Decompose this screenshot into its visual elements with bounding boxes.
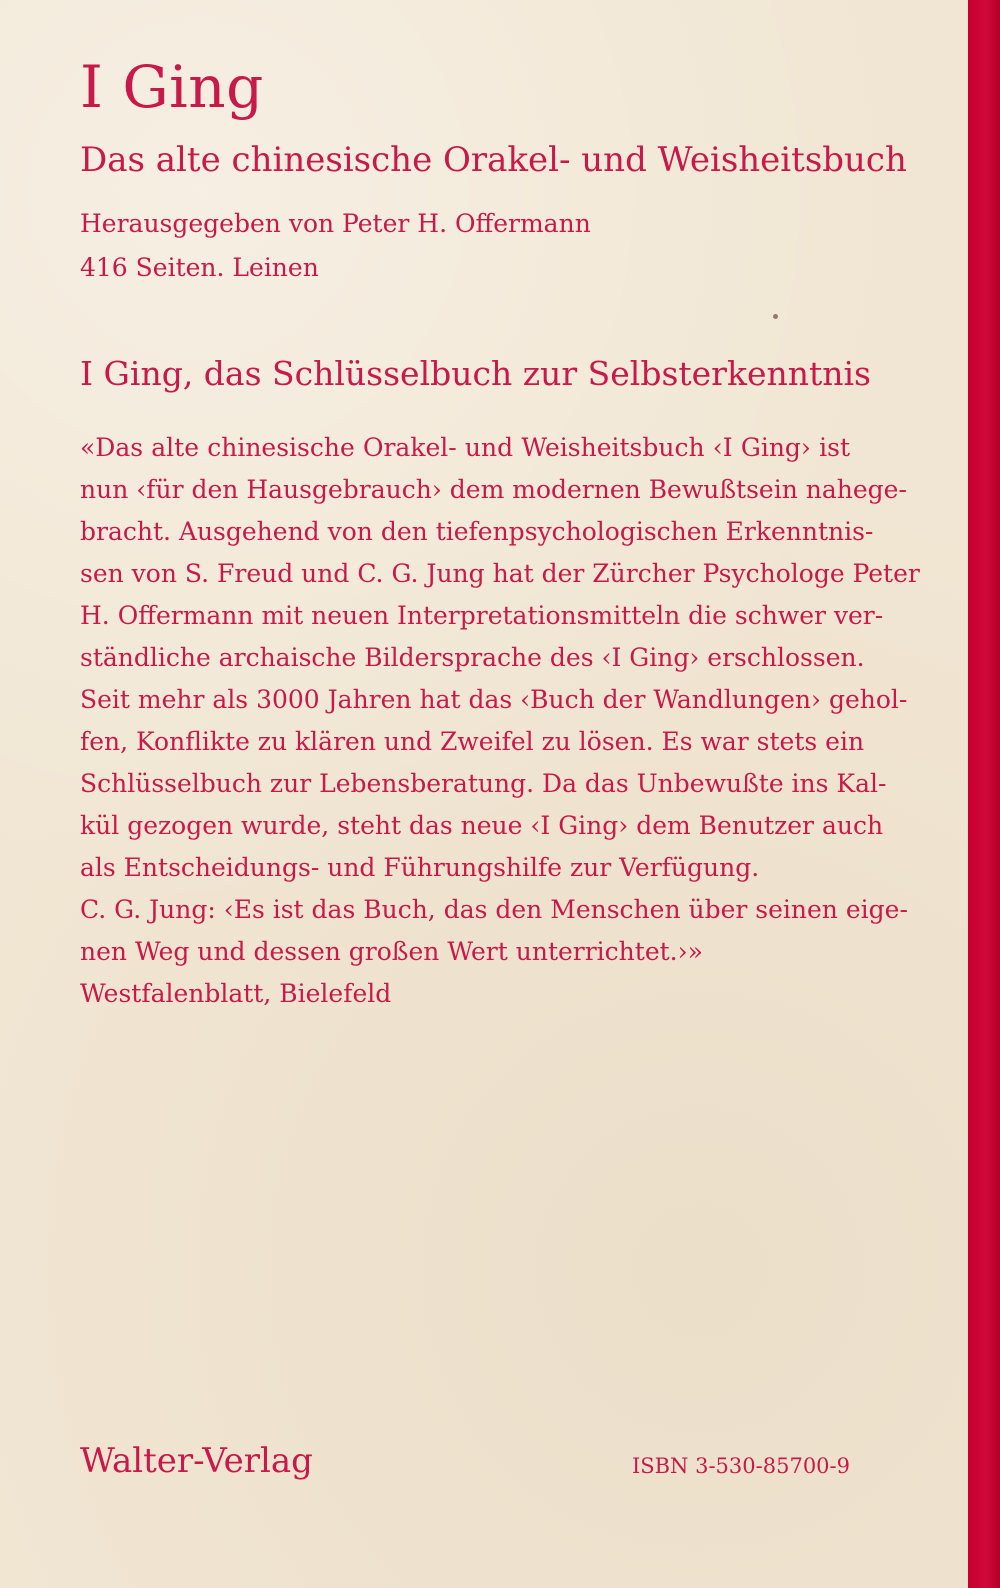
- quote-line: als Entscheidungs- und Führungshilfe zur Verfügung.: [80, 853, 760, 882]
- review-quote: [80, 427, 920, 1015]
- book-subtitle: Das alte chinesische Orakel- und Weisheitsbuch: [80, 140, 907, 180]
- quote-line: Schlüsselbuch zur Lebensberatung. Da das Unbewußte ins Kal-: [80, 769, 887, 798]
- format-line: 416 Seiten. Leinen: [80, 253, 319, 282]
- red-spine-edge: [968, 0, 1000, 1588]
- paper-speck: [773, 314, 778, 319]
- quote-line: nun ‹für den Hausgebrauch› dem modernen Bewußtsein nahege-: [80, 475, 907, 504]
- quote-line: ständliche archaische Bildersprache des ‹I Ging› erschlossen.: [80, 643, 865, 672]
- quote-line: kül gezogen wurde, steht das neue ‹I Ging› dem Benutzer auch: [80, 811, 884, 840]
- book-title: I Ging: [80, 53, 264, 121]
- quote-line: sen von S. Freud und C. G. Jung hat der Zürcher Psychologe Peter: [80, 559, 920, 588]
- isbn-number: ISBN 3-530-85700-9: [631, 1454, 850, 1478]
- section-heading: I Ging, das Schlüsselbuch zur Selbsterkenntnis: [80, 354, 871, 393]
- quote-line: H. Offermann mit neuen Interpretationsmitteln die schwer ver-: [80, 601, 884, 630]
- quote-line: Seit mehr als 3000 Jahren hat das ‹Buch der Wandlungen› gehol-: [80, 685, 908, 714]
- quote-line: C. G. Jung: ‹Es ist das Buch, das den Menschen über seinen eige-: [80, 895, 908, 924]
- quote-line: fen, Konflikte zu klären und Zweifel zu lösen. Es war stets ein: [80, 727, 865, 756]
- quote-line: bracht. Ausgehend von den tiefenpsychologischen Erkenntnis-: [80, 517, 874, 546]
- quote-line: nen Weg und dessen großen Wert unterrichtet.›»: [80, 937, 703, 966]
- quote-source: Westfalenblatt, Bielefeld: [80, 979, 392, 1008]
- editor-line: Herausgegeben von Peter H. Offermann: [80, 209, 591, 238]
- quote-line: «Das alte chinesische Orakel- und Weisheitsbuch ‹I Ging› ist: [80, 433, 850, 462]
- publisher-name: Walter-Verlag: [80, 1441, 313, 1481]
